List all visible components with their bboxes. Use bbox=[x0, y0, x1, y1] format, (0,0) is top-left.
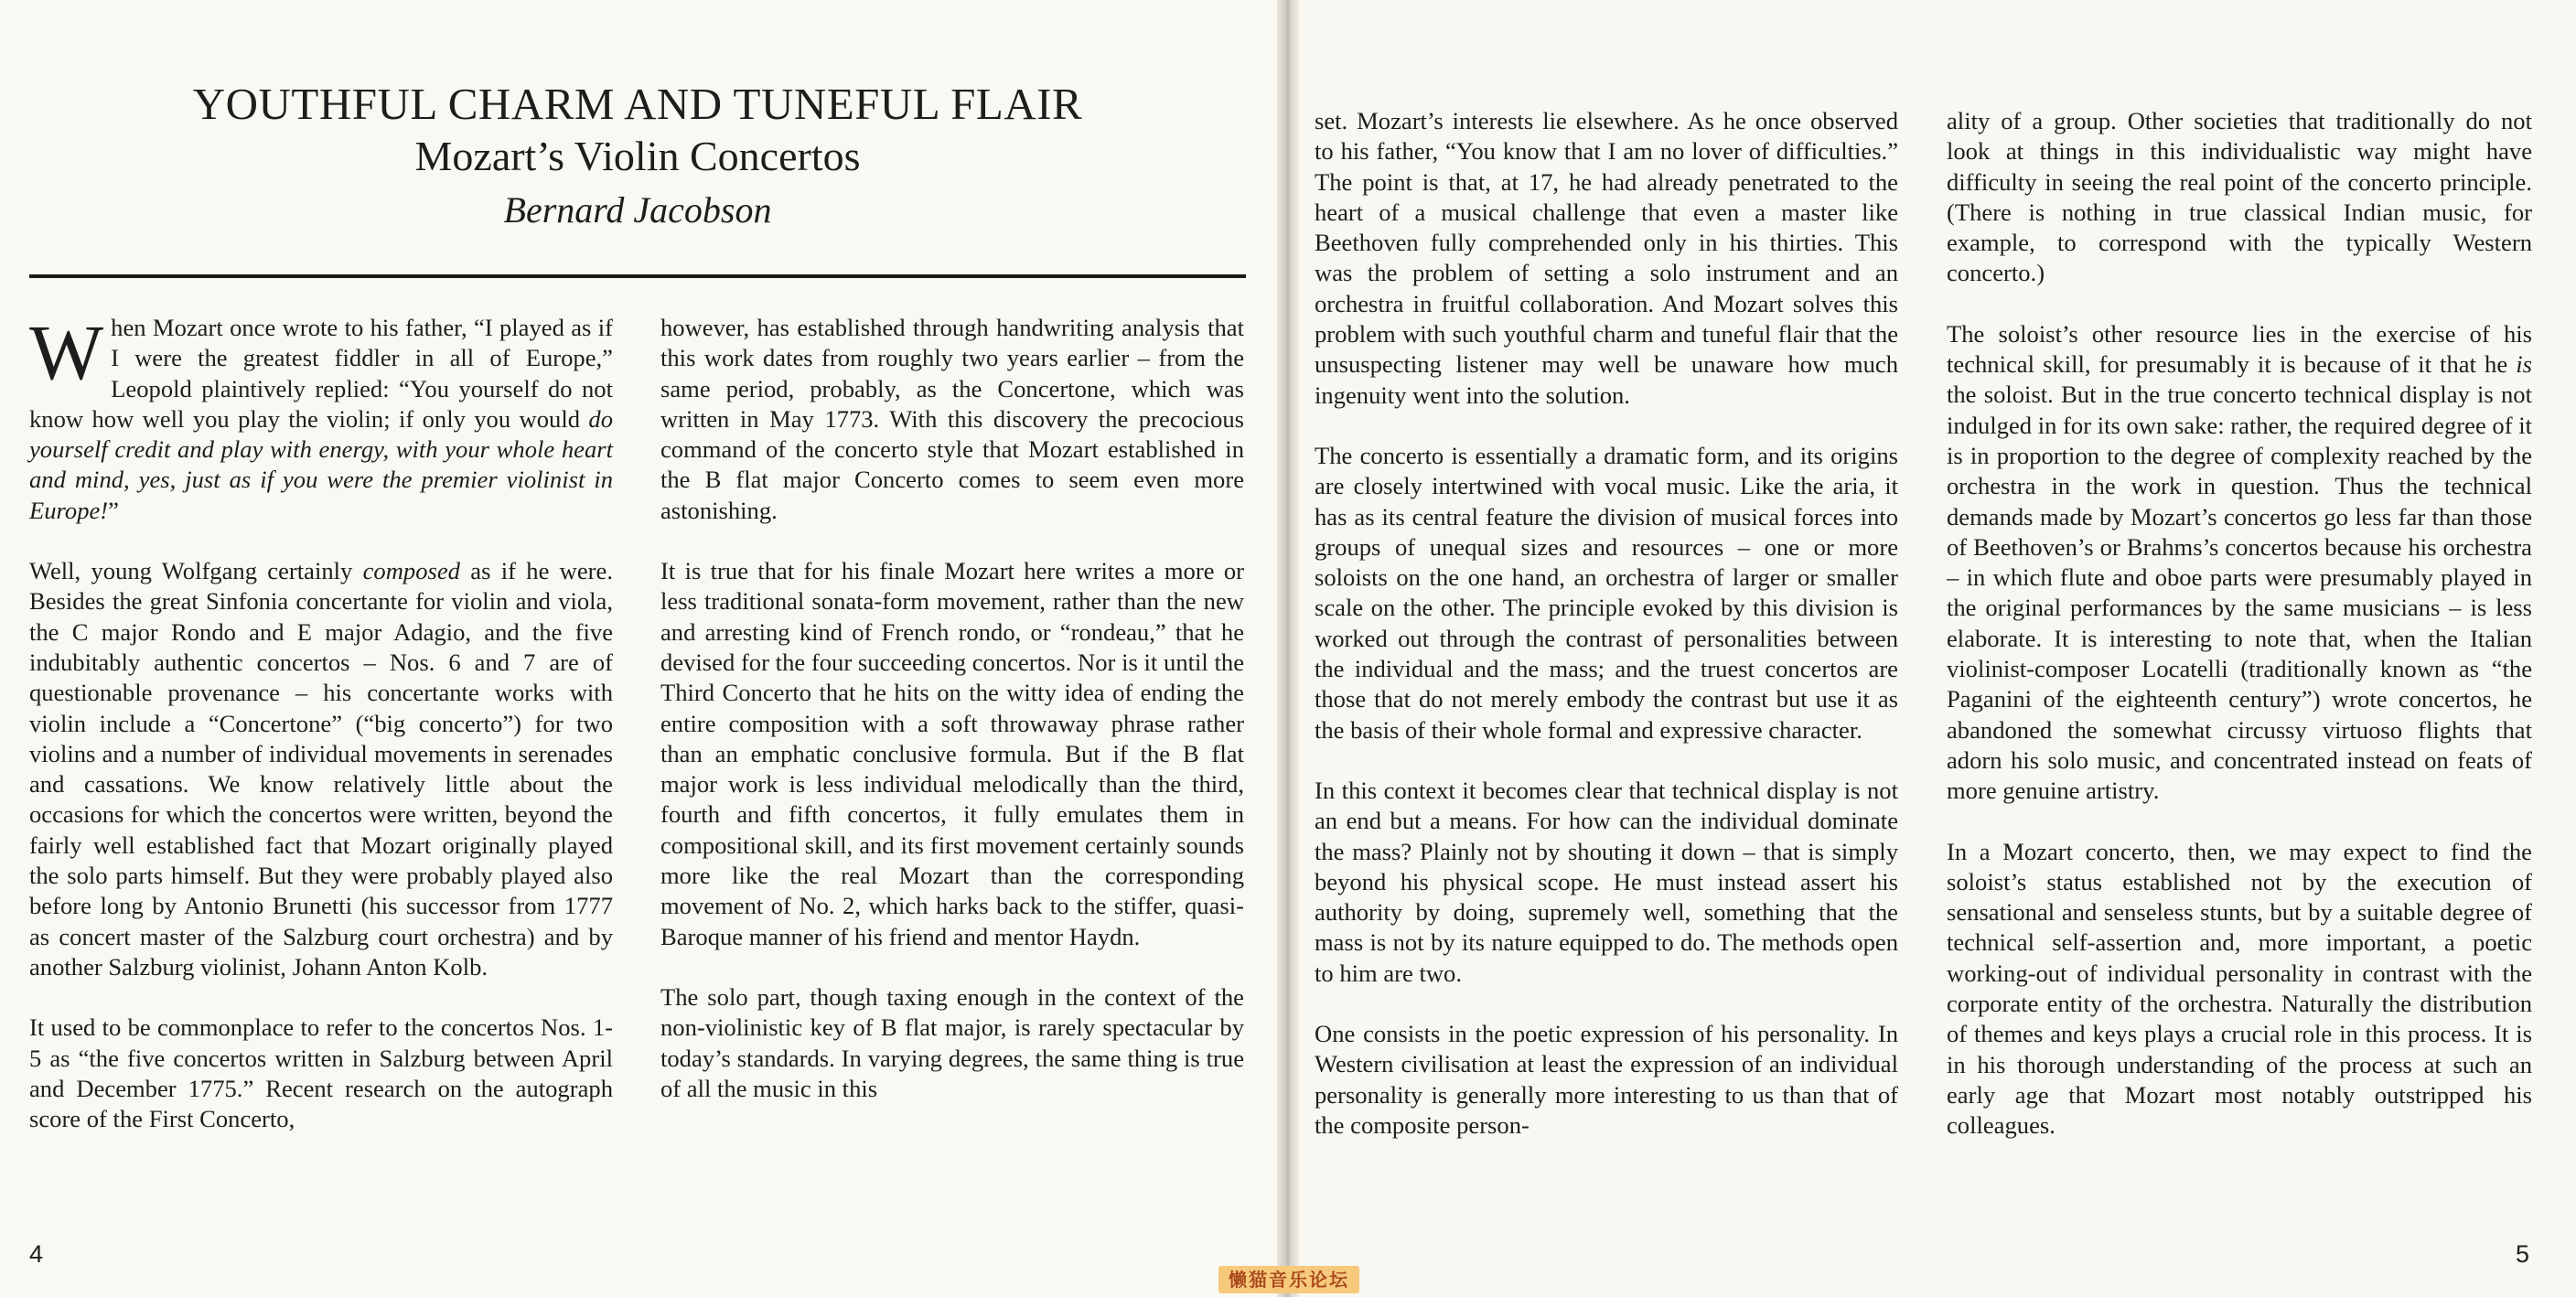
article-author: Bernard Jacobson bbox=[503, 188, 772, 230]
paragraph-text: ” bbox=[108, 496, 119, 524]
paragraph: In this context it becomes clear that technical display is not an end but a means. For how can the individual dominate the mass? Plainly not by shouting it down – that is simply beyond his physical scope. He must instead assert his authority by doing, supremely well, something that the mass is not by its nature equipped to do. The methods open to him are two. bbox=[1315, 776, 1898, 987]
paragraph-italic: do yourself credit and play with energy, with your whole heart and mind, yes, just as if you were the premier violinist in Europe! bbox=[29, 404, 613, 524]
text-column-3 bbox=[1315, 106, 1898, 1141]
paragraph: however, has established through handwriting analysis that this work dates from roughly two years earlier – from the same period, probably, as the Concertone, which was written in May 1773. With this discovery the precocious command of the concerto style that Mozart established in the B flat major Concerto comes to seem even more astonishing. bbox=[660, 314, 1244, 524]
page-number-right: 5 bbox=[2516, 1240, 2530, 1268]
paragraph-italic: composed bbox=[362, 557, 460, 585]
paragraph: In a Mozart concerto, then, we may expect to find the soloist’s status established not by the execution of sensational and senseless stunts, but by a suitable degree of technical self-assertion and, more important, a poetic working-out of individual personality in contrast with the corporate entity of the orchestra. Naturally the distribution of themes and keys plays a crucial role in this process. It is in his thorough understanding of the process at such an early age that Mozart most notably outstripped his colleagues. bbox=[1947, 837, 2532, 1140]
paragraph-text: The soloist’s other resource lies in the exercise of his technical skill, for presumably it is because of it that he bbox=[1947, 319, 2532, 379]
paragraph: The solo part, though taxing enough in the context of the non-violinistic key of B flat major, is rarely spectacular by today’s standards. In varying degrees, the same thing is true of all the music in this bbox=[660, 982, 1244, 1102]
text-column-4 bbox=[1947, 106, 2532, 1142]
paragraph bbox=[29, 556, 613, 982]
paragraph: One consists in the poetic expression of his personality. In Western civilisation at least the expression of an individual personality is generally more interesting to us than that of the composite person- bbox=[1315, 1020, 1898, 1139]
paragraph-text: as if he were. Besides the great Sinfonia concertante for violin and viola, the C major Rondo and E major Adagio, and the five indubitably authentic concertos – Nos. 6 and 7 are of questionable provenance – his concertante works with violin include a “Concertone” (“big concerto”) for two violins and a number of individual movements in serenades and cassations. We know relatively little about the occasions for which the concertos were written, beyond the fairly well established fact that Mozart originally played the solo parts himself. But they were probably played also before long by Antonio Brunetti (his successor from 1777 as concert master of the Salzburg court orchestra) and by another Salzburg violinist, Johann Anton Kolb. bbox=[29, 557, 613, 981]
drop-cap: W bbox=[29, 308, 104, 396]
text-column-1 bbox=[29, 308, 613, 1134]
paragraph: The concerto is essentially a dramatic form, and its origins are closely intertwined with vocal music. Like the aria, it has as its central feature the division of musical forces into groups of unequal sizes and resources – one or more soloists on the one hand, an orchestra of larger or smaller scale on the other. The principle evoked by this division is worked out through the contrast of personalities between the individual and the mass; and the truest concertos are those that do not merely embody the contrast but use it as the basis of their whole formal and expressive character. bbox=[1315, 441, 1898, 744]
article-header bbox=[29, 79, 1246, 234]
paragraph-text: the soloist. But in the true concerto technical display is not indulged in for its own sake: rather, the required degree of it is in proportion to the degree of complexity reached by the orchestra in the work in question. Thus the technical demands made by Mozart’s concertos go less far than those of Beethoven’s or Brahms’s concertos because his orchestra – in which flute and oboe parts were presumably played in the original performances by the same musicians – is less elaborate. It is interesting to note that, when the Italian violinist-composer Locatelli (traditionally known as “the Paganini of the eighteenth century”) wrote concertos, he abandoned the somewhat circussy virtuoso flights that adorn his solo music, and concentrated instead on feats of more genuine artistry. bbox=[1947, 381, 2532, 805]
paragraph: set. Mozart’s interests lie elsewhere. As he once observed to his father, “You know that I am no lover of difficulties.” The point is that, at 17, he had already penetrated to the heart of a musical challenge that even a master like Beethoven fully comprehended only in his thirties. This was the problem of setting a solo instrument and an orchestra in fruitful collaboration. And Mozart solves this problem with such youthful charm and tuneful flair that the unsuspecting listener may well be unaware how much ingenuity went into the solution. bbox=[1315, 107, 1898, 409]
paragraph-text: hen Mozart once wrote to his father, “I played as if I were the greatest fiddler in all of Europe,” Leopold plaintively replied: “You yourself do not know how well you play the violin; if only you would bbox=[29, 314, 613, 433]
paragraph: ality of a group. Other societies that traditionally do not look at things in this individualistic way might have difficulty in seeing the real point of the concerto principle. (There is nothing in true classical Indian music, for example, to correspond with the typically Western concerto.) bbox=[1947, 107, 2532, 287]
page-number-left: 4 bbox=[29, 1240, 44, 1268]
paragraph-italic: is bbox=[2516, 350, 2532, 379]
article-title: YOUTHFUL CHARM AND TUNEFUL FLAIR bbox=[192, 79, 1083, 129]
forum-watermark: 懒猫音乐论坛 bbox=[1218, 1266, 1359, 1293]
book-gutter bbox=[1277, 0, 1299, 1297]
paragraph bbox=[29, 308, 613, 526]
paragraph-text: Well, young Wolfgang certainly bbox=[29, 557, 363, 585]
header-rule bbox=[29, 274, 1246, 278]
paragraph: It used to be commonplace to refer to the concertos Nos. 1-5 as “the five concertos written in Salzburg between April and December 1775.” Recent research on the autograph score of the First Concerto, bbox=[29, 1013, 613, 1133]
text-column-2 bbox=[660, 313, 1244, 1104]
article-subtitle: Mozart’s Violin Concertos bbox=[414, 133, 861, 180]
paragraph: It is true that for his finale Mozart here writes a more or less traditional sonata-form movement, rather than the new and arresting kind of French rondo, or “rondeau,” that he devised for the four succeeding concertos. Nor is it until the Third Concerto that he hits on the witty idea of ending the entire composition with a soft throwaway phrase rather than an emphatic conclusive formula. But if the B flat major work is less individual melodically than the third, fourth and fifth concertos, it fully emulates them in compositional skill, and its first movement certainly sounds more like the real Mozart than the corresponding movement of No. 2, which harks back to the stiffer, quasi-Baroque manner of his friend and mentor Haydn. bbox=[660, 557, 1244, 950]
paragraph bbox=[1947, 319, 2532, 807]
